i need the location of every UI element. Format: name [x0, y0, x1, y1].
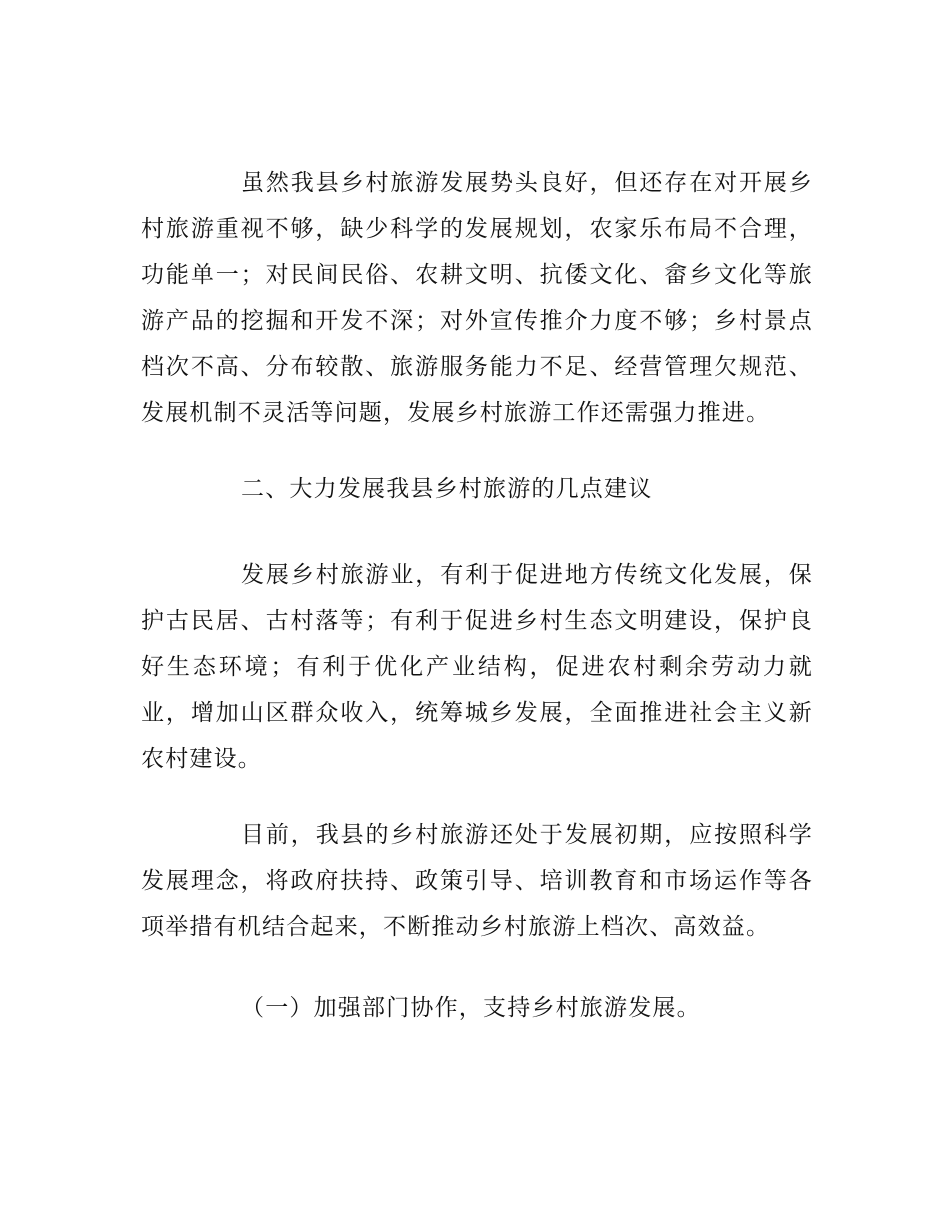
paragraph-benefits: 发展乡村旅游业，有利于促进地方传统文化发展，保护古民居、古村落等；有利于促进乡村生态文明建设，保护良好生态环境；有利于优化产业结构，促进农村剩余劳动力就业，增加山区群众收入，统筹城乡发展，全面推进社会主义新农村建设。: [141, 562, 813, 772]
paragraph-current-stage: 目前，我县的乡村旅游还处于发展初期，应按照科学发展理念，将政府扶持、政策引导、培训教育和市场运作等各项举措有机结合起来，不断推动乡村旅游上档次、高效益。: [141, 822, 813, 940]
subsection-heading-cooperation: （一）加强部门协作，支持乡村旅游发展。: [241, 995, 701, 1021]
paragraph-problems: 虽然我县乡村旅游发展势头良好，但还存在对开展乡村旅游重视不够，缺少科学的发展规划，农家乐布局不合理，功能单一；对民间民俗、农耕文明、抗倭文化、畲乡文化等旅游产品的挖掘和开发不深；对外宣传推介力度不够；乡村景点档次不高、分布较散、旅游服务能力不足、经营管理欠规范、发展机制不灵活等问题，发展乡村旅游工作还需强力推进。: [141, 170, 813, 426]
section-heading-suggestions: 二、大力发展我县乡村旅游的几点建议: [241, 476, 653, 502]
